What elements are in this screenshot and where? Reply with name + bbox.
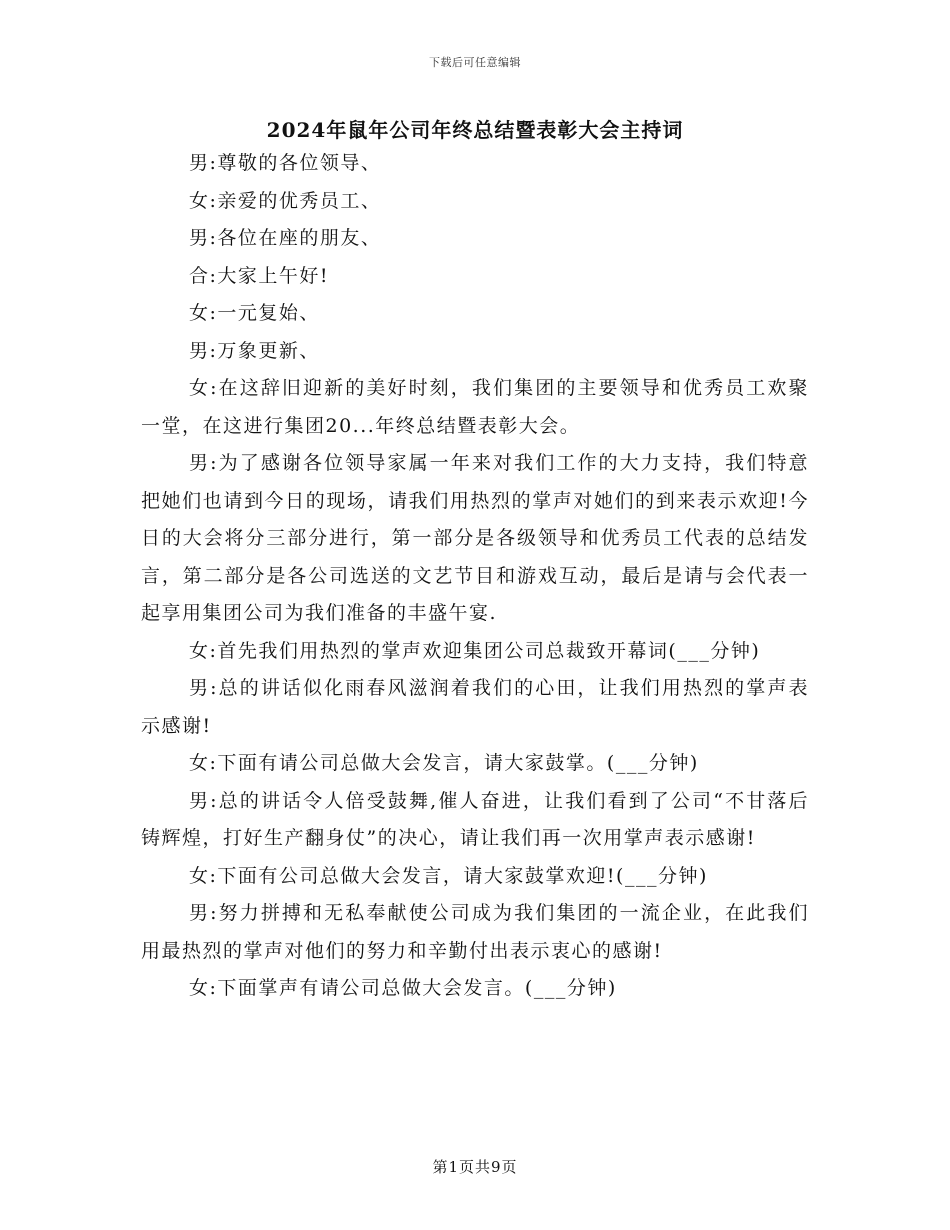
paragraph-3: 男:各位在座的朋友、 xyxy=(189,227,382,249)
document-title: 2024年鼠年公司年终总结暨表彰大会主持词 xyxy=(266,118,684,142)
paragraph-9: 女:首先我们用热烈的掌声欢迎集团公司总裁致开幕词(___分钟) xyxy=(189,639,761,662)
page-footer: 第1页共9页 xyxy=(432,1158,518,1176)
header-note: 下载后可任意编辑 xyxy=(429,56,521,69)
paragraph-14: 男:努力拼搏和无私奉献使公司成为我们集团的一流企业，在此我们用最热烈的掌声对他们的努力和辛勤付出表示衷心的感谢! xyxy=(141,902,809,962)
paragraph-11: 女:下面有请公司总做大会发言，请大家鼓掌。(___分钟) xyxy=(189,752,699,774)
paragraph-6: 男:万象更新、 xyxy=(189,339,320,362)
paragraph-10: 男:总的讲话似化雨春风滋润着我们的心田，让我们用热烈的掌声表示感谢! xyxy=(141,677,809,737)
paragraph-5: 女:一元复始、 xyxy=(189,302,320,324)
paragraph-4: 合:大家上午好! xyxy=(189,264,330,287)
paragraph-13: 女:下面有公司总做大会发言，请大家鼓掌欢迎!(___分钟) xyxy=(189,864,708,887)
paragraph-12: 男:总的讲话令人倍受鼓舞,催人奋进，让我们看到了公司“不甘落后铸辉煌，打好生产翻身仗”的决心，请让我们再一次用掌声表示感谢! xyxy=(141,789,809,849)
paragraph-1: 男:尊敬的各位领导、 xyxy=(189,152,382,174)
paragraph-7: 女:在这辞旧迎新的美好时刻，我们集团的主要领导和优秀员工欢聚一堂，在这进行集团20...年终总结暨表彰大会。 xyxy=(141,377,809,437)
paragraph-2: 女:亲爱的优秀员工、 xyxy=(189,189,382,212)
paragraph-8: 男:为了感谢各位领导家属一年来对我们工作的大力支持，我们特意把她们也请到今日的现场，请我们用热烈的掌声对她们的到来表示欢迎!今日的大会将分三部分进行，第一部分是各级领导和优秀员工代表的总结发言，第二部分是各公司选送的文艺节目和游戏互动，最后是请与会代表一起享用集团公司为我们准备的丰盛午宴. xyxy=(141,452,809,624)
document-body xyxy=(141,145,809,1008)
paragraph-15: 女:下面掌声有请公司总做大会发言。(___分钟) xyxy=(189,977,617,999)
